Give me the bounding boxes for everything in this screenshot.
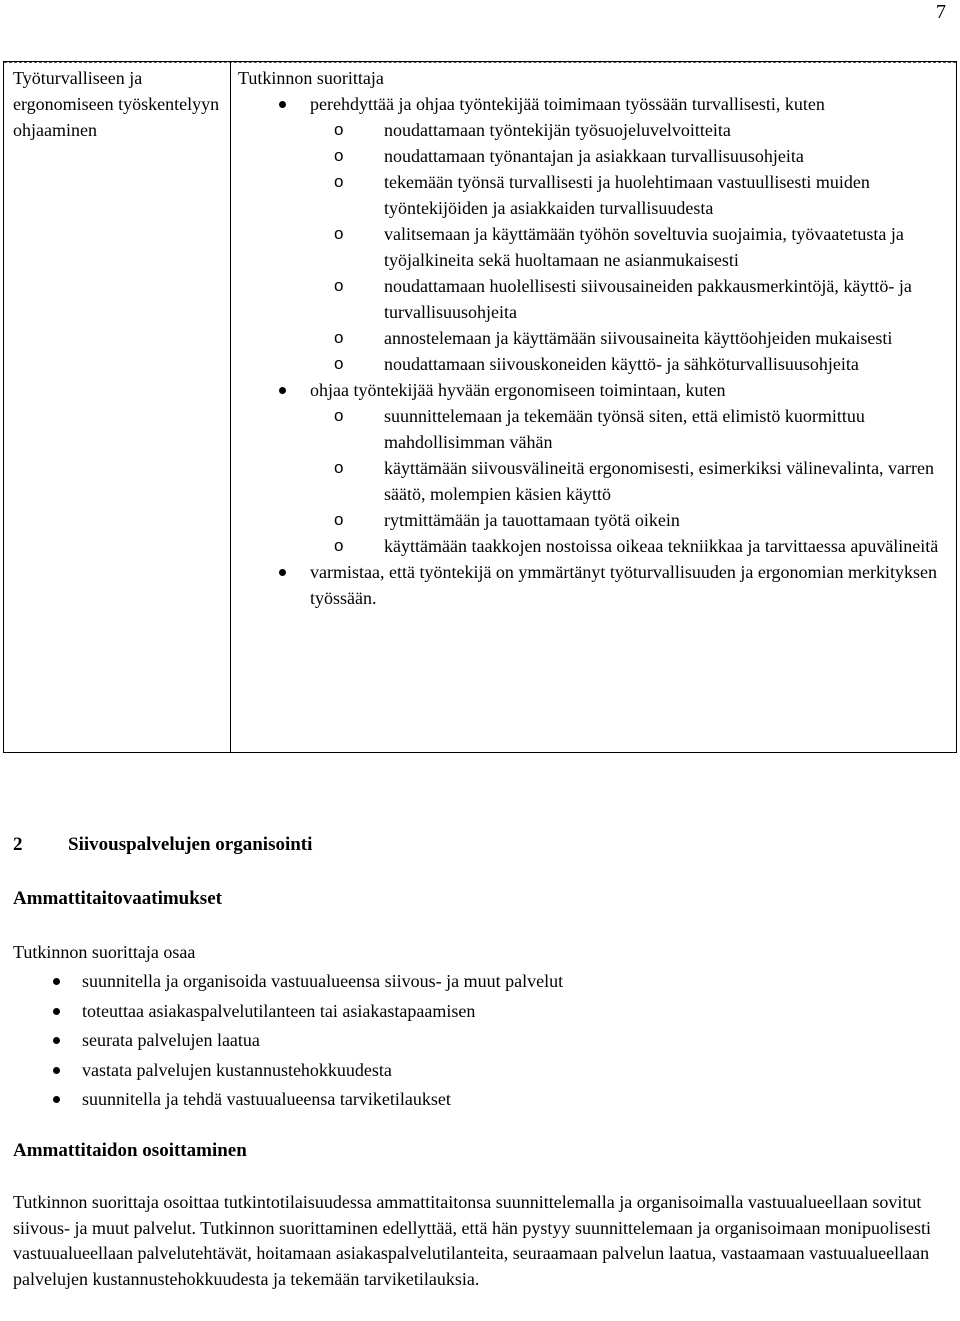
criteria-subitem-text: o noudattamaan työntekijän työsuojeluvelvoitteita xyxy=(384,120,731,140)
criteria-item-text: ohjaa työntekijää hyvään ergonomiseen toimintaan, kuten xyxy=(310,380,726,400)
skill-item: toteuttaa asiakaspalvelutilanteen tai asiakastapaamisen xyxy=(0,997,563,1027)
criteria-subitem xyxy=(238,351,953,377)
row-heading-cell xyxy=(13,65,223,143)
criteria-subitem xyxy=(238,507,953,533)
section-number: 2 xyxy=(13,834,23,855)
criteria-subitem-text: o noudattamaan siivouskoneiden käyttö- ja sähköturvallisuusohjeita xyxy=(384,354,859,374)
criteria-item xyxy=(238,377,953,559)
criteria-subitem-text: o noudattamaan työnantajan ja asiakkaan turvallisuusohjeita xyxy=(384,146,804,166)
criteria-subitem xyxy=(238,325,953,351)
table-top-border xyxy=(4,62,956,63)
skill-item: vastata palvelujen kustannustehokkuudesta xyxy=(0,1056,563,1086)
criteria-subitem-text: o tekemään työnsä turvallisesti ja huolehtimaan vastuullisesti muiden työntekijöiden ja asiakkaiden turvallisuudesta xyxy=(384,172,870,218)
criteria-subitem-text: o rytmittämään ja tauottamaan työtä oikein xyxy=(384,510,680,530)
criteria-subitem-text: o annostelemaan ja käyttämään siivousaineita käyttöohjeiden mukaisesti xyxy=(384,328,893,348)
criteria-cell xyxy=(238,65,953,611)
demonstration-paragraph: Tutkinnon suorittaja osoittaa tutkintotilaisuudessa ammattitaitonsa suunnittelemalla ja organisoimalla vastuualueellaan sovitut siivous- ja muut palvelut. Tutkinnon suorittaminen edellyttää, että hän pystyy suunnittelemaan ja organisoimaan monipuolisesti vastuualueellaan palvelutehtävät, hoitamaan asiakaspalvelutilanteita, seuraamaan palvelun laatua, vastaamaan vastuualueellaan palvelujen kustannustehokkuudesta ja tekemään tarviketilauksia. xyxy=(13,1192,932,1289)
criteria-subitem-text: o noudattamaan huolellisesti siivousaineiden pakkausmerkintöjä, käyttö- ja turvallisuusohjeita xyxy=(384,276,912,322)
criteria-subitem xyxy=(238,403,953,455)
column-divider xyxy=(230,62,231,752)
page-number: 7 xyxy=(936,1,946,23)
row-heading: Työturvallisee​n ja ergonomiseen työskentelyyn ohjaaminen xyxy=(13,68,220,140)
criteria-item-text: varmistaa, että työntekijä on ymmärtänyt työturvallisuuden ja ergonomian merkityksen työssään. xyxy=(310,562,938,608)
criteria-subitem-text: o käyttämään taakkojen nostoissa oikeaa tekniikkaa ja tarvittaessa apuvälineitä xyxy=(384,536,939,556)
skill-item: seurata palvelujen laatua xyxy=(0,1026,563,1056)
criteria-subitem xyxy=(238,143,953,169)
column-heading: Tutkinnon suorittaja xyxy=(238,68,384,88)
criteria-item xyxy=(238,559,953,611)
criteria-table xyxy=(3,61,957,753)
criteria-list xyxy=(238,91,953,611)
section-title xyxy=(13,832,312,858)
skills-list xyxy=(0,967,563,1115)
criteria-subitem-text: o valitsemaan ja käyttämään työhön soveltuvia suojaimia, työvaatetusta ja työjalkineita sekä huoltamaan ne asianmukaisesti xyxy=(384,224,904,270)
criteria-subitem xyxy=(238,273,953,325)
skills-intro: Tutkinnon suorittaja osaa xyxy=(13,942,196,962)
criteria-item xyxy=(238,91,953,377)
skill-item: suunnitella ja organisoida vastuualueensa siivous- ja muut palvelut xyxy=(0,967,563,997)
section-title-text: Siivouspalvelujen organisointi xyxy=(68,834,313,855)
criteria-subitem xyxy=(238,221,953,273)
requirements-heading: Ammattitaitovaatimukset xyxy=(13,888,222,909)
criteria-item-text: perehdyttää ja ohjaa työntekijää toimimaan työssään turvallisesti, kuten xyxy=(310,94,825,114)
skill-item: suunnitella ja tehdä vastuualueensa tarviketilaukset xyxy=(0,1085,563,1115)
criteria-subitem xyxy=(238,169,953,221)
criteria-subitem-text: o käyttämään siivousvälineitä ergonomisesti, esimerkiksi välinevalinta, varren säätö, molempien käsien käyttö xyxy=(384,458,935,504)
criteria-subitem xyxy=(238,117,953,143)
criteria-subitems xyxy=(310,403,953,559)
criteria-subitem-text: o suunnittelemaan ja tekemään työnsä siten, että elimistö kuormittuu mahdollisimman vähän xyxy=(384,406,865,452)
criteria-subitem xyxy=(238,533,953,559)
criteria-subitems xyxy=(310,117,953,377)
criteria-subitem xyxy=(238,455,953,507)
demonstration-heading: Ammattitaidon osoittaminen xyxy=(13,1140,247,1161)
